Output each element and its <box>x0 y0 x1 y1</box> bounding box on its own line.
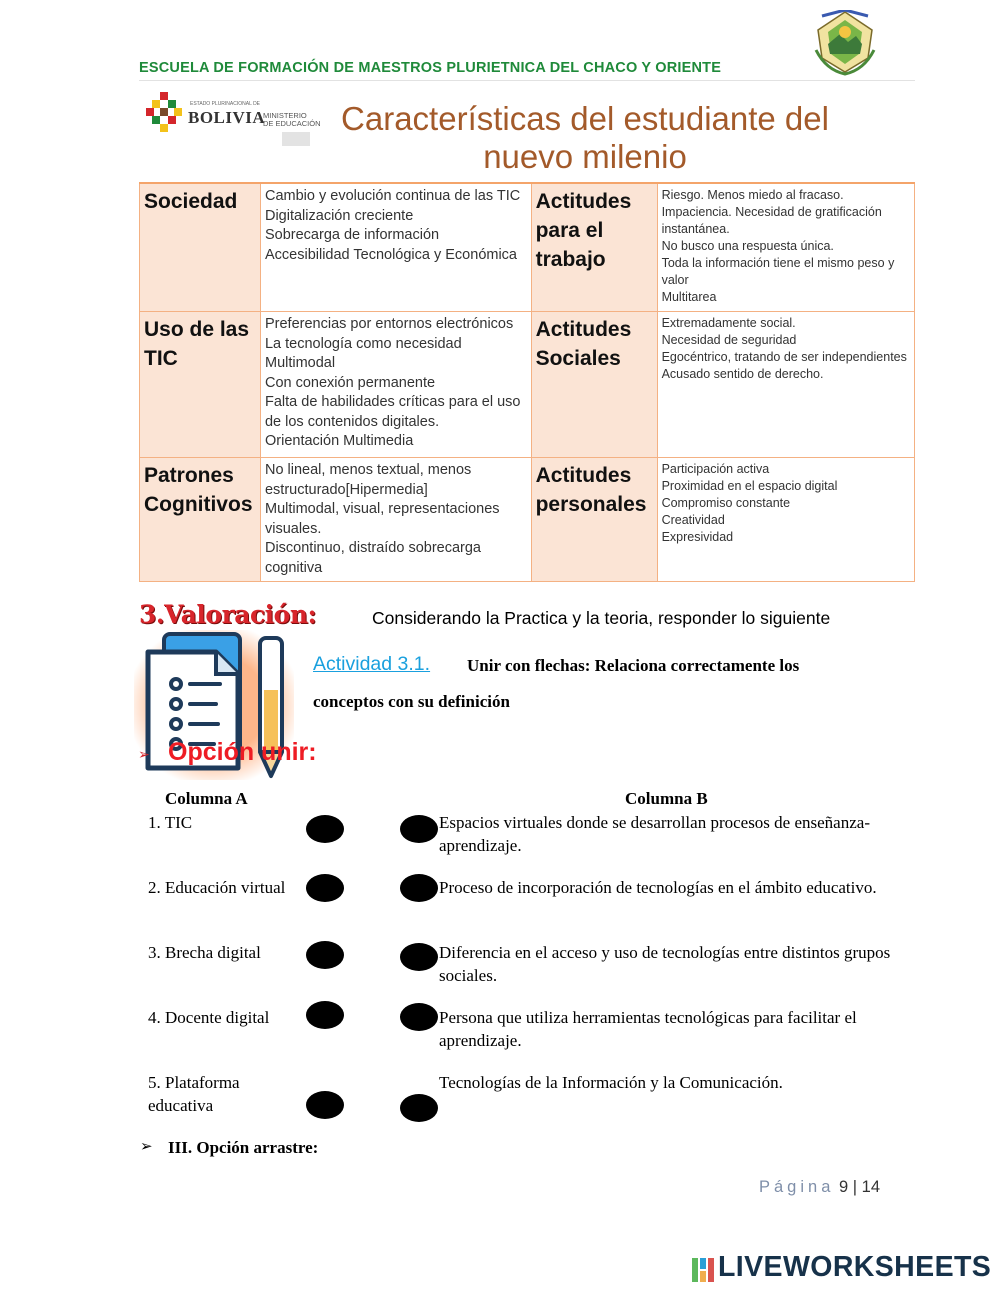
row-items-right <box>657 458 914 582</box>
list-item: Falta de habilidades críticas para el uso de los contenidos digitales. <box>264 394 521 430</box>
list-item: Orientación Multimedia <box>264 433 414 449</box>
activity-instruction-line-1: Unir con flechas: Relaciona correctamente los <box>467 656 800 675</box>
ministry-line-1: MINISTERIO <box>263 111 307 120</box>
list-item: Proximidad en el espacio digital <box>661 479 838 493</box>
banner-title-line-1: Características del estudiante del <box>341 100 829 137</box>
list-item: La tecnología como necesidad <box>264 335 462 352</box>
page-total: 14 <box>861 1178 881 1196</box>
join-dot-a-1[interactable] <box>306 815 344 843</box>
row-items-right <box>657 183 914 312</box>
bullet-arrow-icon: ➢ <box>138 748 150 763</box>
row-header-right: Actitudes para el trabajo <box>531 183 657 312</box>
column-b-item: Espacios virtuales donde se desarrollan procesos de enseñanza-aprendizaje. <box>439 813 870 855</box>
page-separator: | <box>852 1178 858 1196</box>
list-item: Compromiso constante <box>661 496 791 510</box>
row-header-left: Uso de las TIC <box>140 312 261 458</box>
column-a-item: 2. Educación virtual <box>148 878 286 897</box>
list-item: No lineal, menos textual, menos estructurado[Hipermedia] <box>264 462 472 498</box>
list-item: Toda la información tiene el mismo peso y valor <box>661 256 895 287</box>
column-a-item: 3. Brecha digital <box>148 943 261 962</box>
list-item: Discontinuo, distraído sobrecarga cognitiva <box>264 540 481 576</box>
option-arrastre-title: III. Opción arrastre: <box>168 1138 319 1157</box>
list-item: Multitarea <box>661 290 717 304</box>
list-item: Riesgo. Menos miedo al fracaso. <box>661 188 844 202</box>
page-current: 9 <box>838 1178 849 1196</box>
row-header-left: Sociedad <box>140 183 261 312</box>
join-dot-a-2[interactable] <box>306 874 344 902</box>
list-item: Impaciencia. Necesidad de gratificación instantánea. <box>661 205 882 236</box>
bullet-arrow-icon: ➢ <box>140 1139 153 1155</box>
join-dot-b-1[interactable] <box>400 815 438 843</box>
list-item: Preferencias por entornos electrónicos <box>264 316 514 332</box>
activity-label: Actividad 3.1. <box>313 653 431 675</box>
option-unir-title: Opción unir: <box>168 738 317 766</box>
row-header-left: Patrones Cognitivos <box>140 458 261 582</box>
page-number <box>759 1178 880 1197</box>
list-item: Accesibilidad Tecnológica y Económica <box>264 246 517 263</box>
list-item: Extremadamente social. <box>661 316 796 330</box>
table-row <box>140 183 915 312</box>
list-item: Expresividad <box>661 530 734 544</box>
state-small-label: ESTADO PLURINACIONAL DE <box>190 101 261 107</box>
list-item: Egocéntrico, tratando de ser independientes <box>661 350 907 364</box>
school-crest-logo <box>812 10 878 76</box>
join-dot-a-3[interactable] <box>306 941 344 969</box>
row-items-left <box>260 183 531 312</box>
table-row <box>140 312 915 458</box>
row-items-left <box>260 458 531 582</box>
column-b-item: Proceso de incorporación de tecnologías en el ámbito educativo. <box>439 878 877 897</box>
characteristics-table <box>139 182 915 582</box>
join-dot-b-3[interactable] <box>400 943 438 971</box>
column-b-header: Columna B <box>625 789 708 808</box>
list-item: No busco una respuesta única. <box>661 239 834 253</box>
list-item: Necesidad de seguridad <box>661 333 797 347</box>
school-name: ESCUELA DE FORMACIÓN DE MAESTROS PLURIETNICA DEL CHACO Y ORIENTE <box>139 60 722 76</box>
table-row <box>140 458 915 582</box>
column-b-item: Diferencia en el acceso y uso de tecnologías entre distintos grupos sociales. <box>439 943 891 985</box>
column-a-item: 5. Plataforma educativa <box>148 1073 240 1115</box>
list-item: Acusado sentido de derecho. <box>661 367 824 381</box>
list-item: Sobrecarga de información <box>264 227 440 243</box>
ministry-line-2: DE EDUCACIÓN <box>263 119 321 128</box>
join-dot-b-5[interactable] <box>400 1094 438 1122</box>
bolivia-state-logo-icon <box>146 92 182 136</box>
list-item: Con conexión permanente <box>264 374 436 391</box>
list-item: Multimodal <box>264 355 336 371</box>
list-item: Participación activa <box>661 462 770 476</box>
column-a-item: 4. Docente digital <box>148 1008 270 1027</box>
ministry-label <box>263 112 321 128</box>
banner-title <box>330 100 840 176</box>
liveworksheets-logo-icon <box>692 1258 714 1282</box>
column-a-item: 1. TIC <box>148 813 193 832</box>
join-dot-a-5[interactable] <box>306 1091 344 1119</box>
column-b-item: Persona que utiliza herramientas tecnológicas para facilitar el aprendizaje. <box>439 1008 857 1050</box>
activity-instruction-line-2: conceptos con su definición <box>313 692 510 711</box>
column-b-item: Tecnologías de la Información y la Comunicación. <box>439 1073 783 1092</box>
list-item: Cambio y evolución continua de las TIC <box>264 188 521 204</box>
banner-title-line-2: nuevo milenio <box>483 138 687 175</box>
state-label: BOLIVIA <box>188 108 266 127</box>
row-header-right: Actitudes personales <box>531 458 657 582</box>
liveworksheets-brand: LIVEWORKSHEETS <box>718 1251 992 1283</box>
header-divider <box>139 80 915 81</box>
join-dot-a-4[interactable] <box>306 1001 344 1029</box>
row-items-right <box>657 312 914 458</box>
page-word: Página <box>759 1178 835 1196</box>
valoracion-text: Considerando la Practica y la teoria, responder lo siguiente <box>372 608 831 628</box>
list-item: Digitalización creciente <box>264 207 414 224</box>
column-a-header: Columna A <box>165 789 248 808</box>
row-items-left <box>260 312 531 458</box>
join-dot-b-2[interactable] <box>400 874 438 902</box>
valoracion-heading: 3.Valoración: <box>139 600 317 629</box>
row-header-right: Actitudes Sociales <box>531 312 657 458</box>
ministry-emblem <box>282 132 310 146</box>
list-item: Multimodal, visual, representaciones visuales. <box>264 501 500 537</box>
list-item: Creatividad <box>661 513 725 527</box>
join-dot-b-4[interactable] <box>400 1003 438 1031</box>
